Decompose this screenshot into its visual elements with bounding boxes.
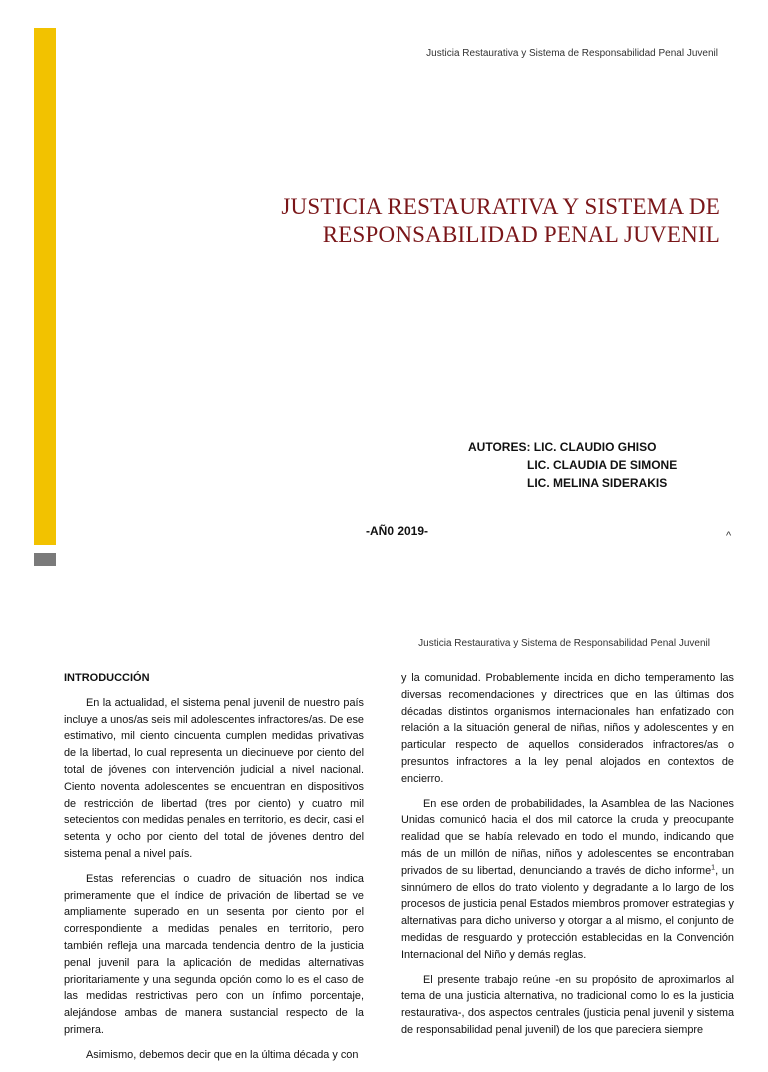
paragraph: El presente trabajo reúne -en su propósito de aproximarlos al tema de una justicia alternativa, no tradicional como lo es la justicia restaurativa-, dos aspectos centrales (justicia penal juvenil y sistema de responsabilidad penal juvenil) de los que pareciera siempre [401,973,734,1036]
paragraph: Asimismo, debemos decir que en la última década y con [86,1048,359,1061]
paragraph: y la comunidad. Probablemente incida en dicho temperamento las diversas recomendaciones y directrices que en las últimas dos décadas distintos organismos internacionales han enfatizado con relación a la situación general de niñas, niños y adolescentes y en particular respecto de aquellos considerados infractores/as o presuntos infractores a la ley penal alojados en contextos de encierro. [401,672,734,785]
authors-block [468,438,677,492]
paragraph [401,796,734,964]
caret-mark: ^ [726,530,732,542]
author-2: LIC. CLAUDIA DE SIMONE [527,458,678,472]
running-header-top: Justicia Restaurativa y Sistema de Responsabilidad Penal Juvenil [426,48,718,59]
author-3: LIC. MELINA SIDERAKIS [527,476,668,490]
paragraph: En la actualidad, el sistema penal juvenil de nuestro país incluye a unos/as seis mil adolescentes infractores/as. De ese estimativo, mil ciento cincuenta cumplen medidas privativas de la libertad, lo cual representa un diecinueve por ciento del total de jóvenes con intervención judicial a nivel nacional. Ciento noventa adolescentes se encuentran en dispositivos de restricción de libertad (tres por ciento) y cuatro mil setecientos con medidas penales en territorio, es decir, casi el setenta y ocho por ciento del total de jóvenes dentro del sistema penal a nivel país. [64,696,364,860]
paragraph-text: En ese orden de probabilidades, la Asamblea de las Naciones Unidas comunicó hacia el dos mil catorce la cruda y preocupante realidad que se había relevado en todo el mundo, indicando que más de un millón de niñas, niños y adolescentes se encontraban privados de su libertad, denunciando a través de dicho informe [401,797,734,877]
accent-square [34,553,56,566]
running-header-page2: Justicia Restaurativa y Sistema de Responsabilidad Penal Juvenil [418,638,710,649]
paragraph-text: , un sinnúmero de ellos do trato violento y degradante a lo largo de los procesos de justicia penal Estados miembros promover estrategias y alternativas para dicho universo y otorgar a al mismo, el conjunto de medidas de resguardo y protección establecidas en la Convención Internacional del Niño y demás reglas. [401,864,735,961]
authors-label: AUTORES: LIC. CLAUDIO GHISO [468,440,657,454]
left-column [64,670,364,1072]
section-heading: INTRODUCCIÓN [64,672,150,684]
publication-year: -AÑ0 2019- [366,524,429,538]
paragraph: Estas referencias o cuadro de situación nos indica primeramente que el índice de privación de libertad se ve ampliamente superado en un sesenta por ciento por el correspondiente a medidas penales en territorio, pero también refleja una marcada tendencia dentro de la justicia penal juvenil para la aplicación de medidas alternativas prioritariamente y una segunda opción como lo es el caso de las medidas restrictivas pero con un ínfimo porcentaje, alejándose ambas de manera sustancial respecto de la primera. [64,872,364,1036]
title-line-2: RESPONSABILIDAD PENAL JUVENIL [322,222,720,247]
document-title [150,193,720,249]
right-column [401,670,734,1047]
footnote-ref[interactable]: 1 [711,864,716,872]
title-line-1: JUSTICIA RESTAURATIVA Y SISTEMA DE [281,194,720,219]
accent-bar [34,28,56,545]
